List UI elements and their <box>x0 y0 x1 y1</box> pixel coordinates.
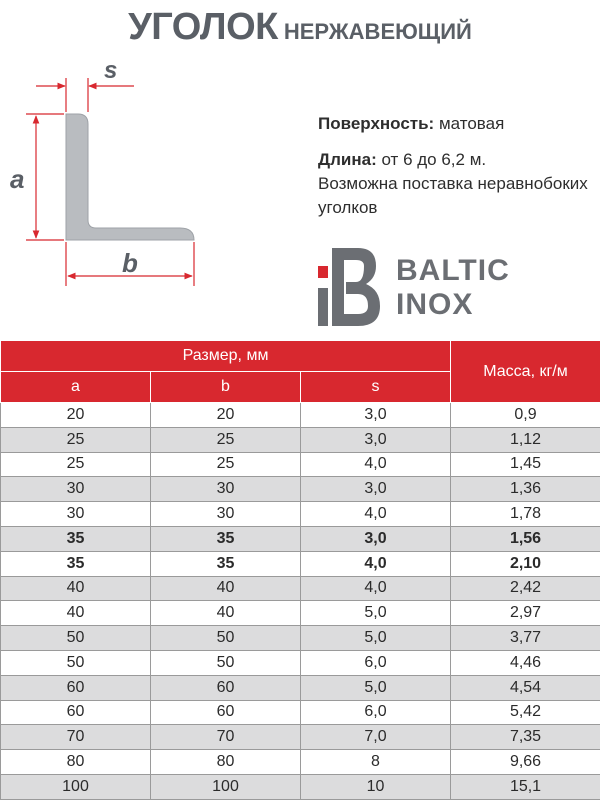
cell-a: 50 <box>1 626 151 651</box>
angle-profile-shape <box>66 114 194 240</box>
cell-a: 80 <box>1 750 151 775</box>
title-main: УГОЛОК <box>128 6 278 48</box>
table-row <box>1 700 600 725</box>
cell-mass: 5,42 <box>451 700 600 725</box>
cell-s: 4,0 <box>301 452 451 477</box>
cell-a: 40 <box>1 601 151 626</box>
cell-s: 6,0 <box>301 700 451 725</box>
cell-b: 20 <box>151 403 301 428</box>
column-header-b: b <box>151 372 301 403</box>
table-row <box>1 551 600 576</box>
cell-a: 35 <box>1 526 151 551</box>
cell-mass: 1,36 <box>451 477 600 502</box>
cell-a: 40 <box>1 576 151 601</box>
table-row <box>1 526 600 551</box>
surface-label: Поверхность: <box>318 114 435 133</box>
cell-s: 3,0 <box>301 526 451 551</box>
cell-b: 80 <box>151 750 301 775</box>
cell-b: 50 <box>151 650 301 675</box>
surface-value: матовая <box>434 114 505 133</box>
baltic-inox-logo <box>318 244 598 328</box>
cell-b: 30 <box>151 502 301 527</box>
cell-s: 10 <box>301 774 451 799</box>
cell-a: 60 <box>1 675 151 700</box>
cell-b: 50 <box>151 626 301 651</box>
table-row <box>1 477 600 502</box>
cell-s: 7,0 <box>301 725 451 750</box>
logo-b-mark <box>318 244 382 328</box>
page-title <box>0 6 600 49</box>
supply-note: Возможна поставка неравнобоких уголков <box>318 174 588 217</box>
cell-a: 60 <box>1 700 151 725</box>
column-header-s: s <box>301 372 451 403</box>
cell-b: 30 <box>151 477 301 502</box>
cell-b: 40 <box>151 576 301 601</box>
cell-s: 5,0 <box>301 675 451 700</box>
surface-line <box>318 112 598 136</box>
cell-mass: 0,9 <box>451 403 600 428</box>
length-label: Длина: <box>318 150 377 169</box>
cell-mass: 2,10 <box>451 551 600 576</box>
cell-a: 25 <box>1 427 151 452</box>
length-value: от 6 до 6,2 м. <box>376 150 487 169</box>
cell-a: 35 <box>1 551 151 576</box>
table-row <box>1 403 600 428</box>
cell-s: 4,0 <box>301 502 451 527</box>
mass-header: Масса, кг/м <box>451 341 600 403</box>
cell-s: 3,0 <box>301 477 451 502</box>
table-row <box>1 601 600 626</box>
label-s: s <box>104 57 118 84</box>
cell-b: 35 <box>151 526 301 551</box>
cell-mass: 1,45 <box>451 452 600 477</box>
cell-b: 25 <box>151 452 301 477</box>
cell-mass: 4,54 <box>451 675 600 700</box>
product-info <box>318 112 598 220</box>
label-a: a <box>10 164 25 194</box>
cell-b: 25 <box>151 427 301 452</box>
cell-s: 3,0 <box>301 403 451 428</box>
cell-a: 20 <box>1 403 151 428</box>
length-line <box>318 148 598 172</box>
table-row <box>1 675 600 700</box>
table-row <box>1 427 600 452</box>
title-sub: НЕРЖАВЕЮЩИЙ <box>283 19 472 44</box>
cell-b: 35 <box>151 551 301 576</box>
cell-mass: 15,1 <box>451 774 600 799</box>
cell-a: 30 <box>1 502 151 527</box>
cell-s: 8 <box>301 750 451 775</box>
table-body <box>1 403 600 800</box>
cell-s: 5,0 <box>301 601 451 626</box>
logo-word-inox: INOX <box>396 288 474 321</box>
cell-s: 5,0 <box>301 626 451 651</box>
cell-a: 100 <box>1 774 151 799</box>
table-row <box>1 650 600 675</box>
size-group-header: Размер, мм <box>1 341 451 372</box>
dimensions-table <box>0 340 600 800</box>
cell-a: 70 <box>1 725 151 750</box>
cell-a: 25 <box>1 452 151 477</box>
cell-mass: 9,66 <box>451 750 600 775</box>
cell-b: 60 <box>151 675 301 700</box>
cell-mass: 7,35 <box>451 725 600 750</box>
table-row <box>1 750 600 775</box>
cell-a: 30 <box>1 477 151 502</box>
cell-a: 50 <box>1 650 151 675</box>
cell-b: 70 <box>151 725 301 750</box>
cell-b: 40 <box>151 601 301 626</box>
cell-mass: 1,78 <box>451 502 600 527</box>
cell-mass: 2,42 <box>451 576 600 601</box>
column-header-a: a <box>1 372 151 403</box>
table-row <box>1 502 600 527</box>
cell-b: 100 <box>151 774 301 799</box>
table-row <box>1 774 600 799</box>
cell-b: 60 <box>151 700 301 725</box>
cell-mass: 3,77 <box>451 626 600 651</box>
cell-s: 4,0 <box>301 551 451 576</box>
cell-s: 6,0 <box>301 650 451 675</box>
label-b: b <box>122 248 138 278</box>
cell-mass: 1,56 <box>451 526 600 551</box>
cell-mass: 1,12 <box>451 427 600 452</box>
table-row <box>1 725 600 750</box>
table-row <box>1 626 600 651</box>
angle-profile-diagram <box>0 50 230 300</box>
cell-mass: 2,97 <box>451 601 600 626</box>
cell-s: 3,0 <box>301 427 451 452</box>
table-row <box>1 576 600 601</box>
cell-s: 4,0 <box>301 576 451 601</box>
cell-mass: 4,46 <box>451 650 600 675</box>
logo-word-baltic: BALTIC <box>396 254 510 287</box>
table-row <box>1 452 600 477</box>
